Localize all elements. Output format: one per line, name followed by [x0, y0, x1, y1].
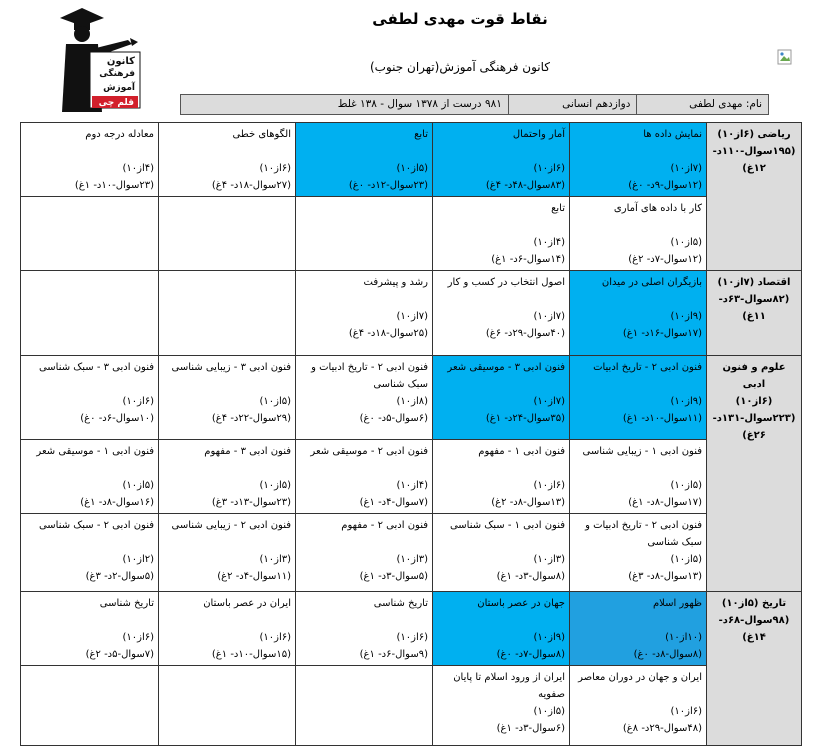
topic-cell — [433, 514, 570, 592]
subject-cell — [707, 592, 802, 746]
topic-question-count: (۵سوال-۲د- ۳غ) — [85, 571, 154, 582]
topic-cell — [433, 440, 570, 514]
subject-label: (۱۹۵سوال-۱۱۰د- ۱۲غ) — [712, 146, 796, 174]
topic-score: (۷از۱۰) — [533, 311, 565, 322]
topic-question-count: (۲۷سوال-۱۸د- ۴غ) — [211, 180, 291, 191]
topic-question-count: (۲۹سوال-۲۲د- ۴غ) — [211, 413, 291, 424]
topic-name: فنون ادبی ۱ - موسیقی شعر — [36, 446, 154, 457]
topic-cell — [21, 271, 159, 356]
topic-name: کار با داده های آماری — [613, 203, 702, 214]
topic-question-count: (۳۵سوال-۲۴د- ۱غ) — [485, 413, 565, 424]
topic-cell — [159, 356, 296, 440]
topic-score: (۴از۱۰) — [122, 163, 154, 174]
topic-question-count: (۱۶سوال-۸د- ۱غ) — [80, 497, 154, 508]
table-row — [21, 123, 802, 197]
topic-name: فنون ادبی ۲ - سبک شناسی — [38, 520, 154, 531]
topic-score: (۹از۱۰) — [670, 396, 702, 407]
topic-name: فنون ادبی ۳ - سبک شناسی — [38, 362, 154, 373]
subject-label: (۸۲سوال-۶۳د- ۱۱غ) — [718, 294, 790, 322]
topic-name: ایران از ورود اسلام تا پایان صفویه — [453, 672, 565, 700]
topic-score: (۷از۱۰) — [396, 311, 428, 322]
logo-text-2: فرهنگی — [99, 69, 135, 79]
topic-name: فنون ادبی ۲ - تاریخ ادبیات و سبک شناسی — [585, 520, 702, 548]
topic-cell — [21, 123, 159, 197]
topic-question-count: (۲۵سوال-۱۸د- ۴غ) — [348, 328, 428, 339]
topic-cell — [433, 271, 570, 356]
strengths-table — [20, 122, 802, 746]
topic-question-count: (۸سوال-۳د- ۱غ) — [496, 571, 565, 582]
topic-cell — [433, 666, 570, 746]
subject-label: ریاضی (۶از۱۰) — [717, 129, 791, 140]
topic-score: (۶از۱۰) — [396, 632, 428, 643]
broken-image-icon — [776, 48, 794, 66]
student-info-bar — [180, 94, 769, 115]
logo-text-1: کانون — [106, 56, 135, 67]
topic-question-count: (۲۳سوال-۱۲د- ۰غ) — [348, 180, 428, 191]
table-row — [21, 592, 802, 666]
topic-cell — [159, 592, 296, 666]
topic-name: معادله درجه دوم — [85, 129, 154, 140]
table-row — [21, 666, 802, 746]
topic-cell — [433, 592, 570, 666]
topic-score: (۶از۱۰) — [533, 163, 565, 174]
topic-cell — [433, 123, 570, 197]
topic-score: (۱۰از۱۰) — [665, 632, 702, 643]
table-row — [21, 514, 802, 592]
topic-question-count: (۱۰سوال-۶د- ۰غ) — [80, 413, 154, 424]
topic-score: (۵از۱۰) — [533, 706, 565, 717]
topic-name: نمایش داده ها — [643, 129, 702, 140]
topic-question-count: (۷سوال-۴د- ۱غ) — [359, 497, 428, 508]
topic-question-count: (۱۳سوال-۸د- ۲غ) — [491, 497, 565, 508]
topic-name: رشد و پیشرفت — [363, 277, 428, 288]
topic-name: فنون ادبی ۱ - مفهوم — [478, 446, 565, 457]
topic-name: تابع — [551, 203, 565, 214]
topic-score: (۶از۱۰) — [533, 480, 565, 491]
topic-score: (۶از۱۰) — [259, 163, 291, 174]
subject-label: علوم و فنون ادبی — [722, 362, 786, 390]
topic-name: تاریخ شناسی — [373, 598, 428, 609]
topic-name: فنون ادبی ۱ - سبک شناسی — [449, 520, 565, 531]
topic-cell — [570, 197, 707, 271]
page-subtitle: کانون فرهنگی آموزش(تهران جنوب) — [369, 60, 551, 74]
subject-cell — [707, 271, 802, 356]
topic-question-count: (۴۸سوال-۲۹د- ۸غ) — [622, 723, 702, 734]
topic-cell — [296, 666, 433, 746]
topic-name: آمار واحتمال — [512, 129, 565, 140]
table-row — [21, 440, 802, 514]
topic-score: (۵از۱۰) — [122, 480, 154, 491]
topic-cell — [433, 356, 570, 440]
subject-label: (۹۸سوال-۶۸د- ۱۴غ) — [718, 615, 790, 643]
logo — [52, 4, 144, 112]
topic-score: (۷از۱۰) — [670, 163, 702, 174]
subject-cell — [707, 123, 802, 271]
topic-question-count: (۲۳سوال-۱۰د- ۱غ) — [74, 180, 154, 191]
subject-label: (۲۲۳سوال-۱۳۱د- — [712, 413, 796, 424]
topic-cell — [570, 271, 707, 356]
topic-score: (۴از۱۰) — [396, 480, 428, 491]
topic-score: (۵از۱۰) — [396, 163, 428, 174]
topic-question-count: (۶سوال-۳د- ۱غ) — [496, 723, 565, 734]
topic-name: فنون ادبی ۱ - زیبایی شناسی — [582, 446, 702, 457]
topic-question-count: (۱۱سوال-۱۰د- ۱غ) — [622, 413, 702, 424]
topic-cell — [159, 440, 296, 514]
topic-cell — [21, 197, 159, 271]
topic-cell — [21, 514, 159, 592]
topic-question-count: (۸۳سوال-۴۸د- ۴غ) — [485, 180, 565, 191]
topic-question-count: (۱۳سوال-۸د- ۳غ) — [628, 571, 702, 582]
topic-cell — [159, 123, 296, 197]
logo-text-3: آموزش — [103, 83, 135, 93]
topic-cell — [433, 197, 570, 271]
topic-question-count: (۴۰سوال-۲۹د- ۶غ) — [485, 328, 565, 339]
topic-score: (۶از۱۰) — [670, 706, 702, 717]
topic-cell — [296, 440, 433, 514]
topic-cell — [21, 592, 159, 666]
student-stats: ۹۸۱ درست از ۱۳۷۸ سوال - ۱۳۸ غلط — [337, 98, 502, 110]
topic-name: تابع — [414, 129, 428, 140]
topic-score: (۶از۱۰) — [259, 632, 291, 643]
topic-score: (۶از۱۰) — [122, 396, 154, 407]
subject-label: اقتصاد (۷از۱۰) — [717, 277, 791, 288]
topic-question-count: (۵سوال-۳د- ۱غ) — [359, 571, 428, 582]
topic-question-count: (۱۷سوال-۸د- ۱غ) — [628, 497, 702, 508]
subject-label: تاریخ (۵از۱۰) — [721, 598, 787, 609]
student-name: نام: مهدی لطفی — [636, 95, 768, 114]
topic-cell — [570, 440, 707, 514]
topic-cell — [21, 440, 159, 514]
topic-score: (۵از۱۰) — [670, 554, 702, 565]
topic-score: (۸از۱۰) — [396, 396, 428, 407]
topic-question-count: (۱۲سوال-۹د- ۰غ) — [628, 180, 702, 191]
topic-name: فنون ادبی ۳ - مفهوم — [204, 446, 291, 457]
topic-name: فنون ادبی ۲ - موسیقی شعر — [310, 446, 428, 457]
logo-text-4: قلم چی — [98, 98, 134, 108]
topic-cell — [570, 666, 707, 746]
topic-cell — [21, 356, 159, 440]
topic-name: فنون ادبی ۳ - زیبایی شناسی — [171, 362, 291, 373]
topic-name: تاریخ شناسی — [99, 598, 154, 609]
topic-cell — [296, 592, 433, 666]
topic-name: فنون ادبی ۲ - تاریخ ادبیات — [593, 362, 702, 373]
topic-question-count: (۶سوال-۵د- ۰غ) — [359, 413, 428, 424]
topic-cell — [570, 123, 707, 197]
topic-score: (۳از۱۰) — [396, 554, 428, 565]
topic-question-count: (۱۷سوال-۱۶د- ۱غ) — [622, 328, 702, 339]
topic-cell — [570, 592, 707, 666]
subject-label: (۶از۱۰) — [735, 396, 773, 407]
topic-score: (۹از۱۰) — [533, 632, 565, 643]
topic-name: جهان در عصر باستان — [477, 598, 565, 609]
topic-score: (۵از۱۰) — [259, 480, 291, 491]
topic-question-count: (۸سوال-۸د- ۰غ) — [633, 649, 702, 660]
topic-name: ایران و جهان در دوران معاصر — [578, 672, 702, 683]
topic-score: (۵از۱۰) — [670, 480, 702, 491]
topic-question-count: (۲۳سوال-۱۳د- ۳غ) — [211, 497, 291, 508]
topic-cell — [159, 666, 296, 746]
topic-name: ایران در عصر باستان — [203, 598, 291, 609]
table-row — [21, 197, 802, 271]
topic-cell — [570, 356, 707, 440]
topic-cell — [296, 123, 433, 197]
table-row — [21, 356, 802, 440]
topic-question-count: (۱۵سوال-۱۰د- ۱غ) — [211, 649, 291, 660]
topic-name: بازیگران اصلی در میدان — [601, 277, 702, 288]
subject-cell — [707, 356, 802, 592]
topic-cell — [21, 666, 159, 746]
topic-question-count: (۹سوال-۶د- ۱غ) — [359, 649, 428, 660]
topic-cell — [159, 197, 296, 271]
topic-question-count: (۱۴سوال-۶د- ۱غ) — [491, 254, 565, 265]
topic-cell — [296, 356, 433, 440]
topic-question-count: (۱۱سوال-۴د- ۲غ) — [217, 571, 291, 582]
page-title: نقاط قوت مهدی لطفی — [372, 10, 548, 28]
topic-cell — [296, 514, 433, 592]
topic-cell — [159, 271, 296, 356]
topic-question-count: (۸سوال-۷د- ۰غ) — [496, 649, 565, 660]
topic-name: الگوهای خطی — [232, 129, 291, 140]
topic-question-count: (۷سوال-۵د- ۲غ) — [85, 649, 154, 660]
topic-name: فنون ادبی ۲ - مفهوم — [341, 520, 428, 531]
topic-cell — [296, 197, 433, 271]
topic-question-count: (۱۲سوال-۷د- ۲غ) — [628, 254, 702, 265]
topic-score: (۵از۱۰) — [259, 396, 291, 407]
topic-score: (۶از۱۰) — [122, 632, 154, 643]
topic-cell — [296, 271, 433, 356]
topic-score: (۴از۱۰) — [533, 237, 565, 248]
topic-cell — [570, 514, 707, 592]
topic-name: فنون ادبی ۲ - زیبایی شناسی — [171, 520, 291, 531]
table-row — [21, 271, 802, 356]
topic-score: (۷از۱۰) — [533, 396, 565, 407]
topic-name: فنون ادبی ۳ - موسیقی شعر — [447, 362, 565, 373]
topic-name: فنون ادبی ۲ - تاریخ ادبیات و سبک شناسی — [311, 362, 428, 390]
topic-score: (۳از۱۰) — [259, 554, 291, 565]
topic-score: (۲از۱۰) — [122, 554, 154, 565]
topic-score: (۹از۱۰) — [670, 311, 702, 322]
topic-name: اصول انتخاب در کسب و کار — [447, 277, 565, 288]
topic-score: (۵از۱۰) — [670, 237, 702, 248]
topic-name: ظهور اسلام — [652, 598, 702, 609]
topic-score: (۳از۱۰) — [533, 554, 565, 565]
topic-cell — [159, 514, 296, 592]
subject-label: ۲۶غ) — [742, 430, 766, 441]
student-grade: دوازدهم انسانی — [508, 95, 637, 114]
